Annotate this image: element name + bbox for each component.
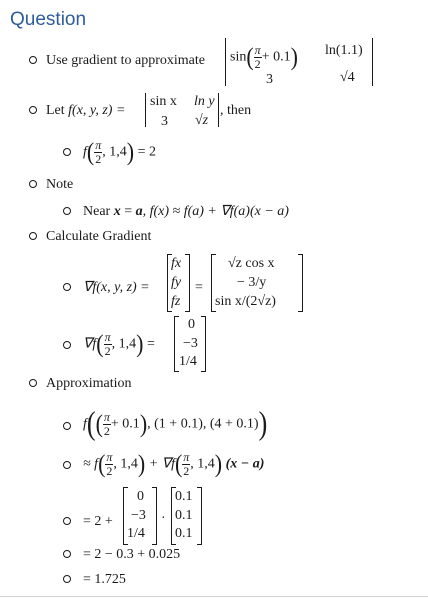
determinant-bar-right xyxy=(372,38,373,86)
grad2-v-2: 1/4 xyxy=(179,354,197,369)
q-matrix-sin: sin( $\frac{\pi}{2}$ + 0.1) xyxy=(230,42,298,71)
let-det-bar-left xyxy=(145,93,146,127)
bullet-icon xyxy=(29,379,37,387)
note-label: Note xyxy=(46,177,74,192)
ap3-dot: · xyxy=(161,511,166,526)
grad-v2-2: sin x/(2√z) xyxy=(215,294,276,309)
bullet-icon xyxy=(63,148,71,156)
let-text: Let f(x, y, z) = xyxy=(46,103,126,118)
ap3-v2-0: 0.1 xyxy=(175,489,193,504)
bracket-right xyxy=(298,254,303,312)
q-matrix-sqrt4: √4 xyxy=(340,70,355,85)
f-value-expr: f( $\frac{\pi}{2}$ , 1,4) = 2 xyxy=(83,137,156,166)
let-det-bar-right xyxy=(218,93,219,127)
bullet-icon xyxy=(29,232,37,240)
bullet-icon xyxy=(63,283,71,291)
q-matrix-3: 3 xyxy=(266,72,273,87)
approx-step-5: = 1.725 xyxy=(83,572,126,587)
paren-close: ) xyxy=(290,42,298,71)
approx-step-4: = 2 − 0.3 + 0.025 xyxy=(83,547,181,562)
grad-v2-1: − 3/y xyxy=(237,275,267,290)
let-m12: ln y xyxy=(194,94,215,109)
bullet-icon xyxy=(63,517,71,525)
bracket-right xyxy=(197,487,202,545)
let-m22: √z xyxy=(195,113,209,128)
let-then: , then xyxy=(220,103,252,118)
paren-open: ( xyxy=(246,42,254,71)
question-text: Use gradient to approximate xyxy=(46,53,206,68)
near-expr: Near x = a, f(x) ≈ f(a) + ∇f(a)(x − a) xyxy=(83,204,289,219)
q-matrix-ln: ln(1.1) xyxy=(325,43,363,58)
bullet-icon xyxy=(29,106,37,114)
bullet-icon xyxy=(63,550,71,558)
ap3-v2-1: 0.1 xyxy=(175,508,193,523)
ap3-v2-2: 0.1 xyxy=(175,526,193,541)
bullet-icon xyxy=(63,422,71,430)
calc-label: Calculate Gradient xyxy=(46,229,152,244)
bullet-icon xyxy=(63,575,71,583)
grad-v1-2: fz xyxy=(171,294,181,309)
ap3-v1-2: 1/4 xyxy=(127,526,145,541)
grad2-v-0: 0 xyxy=(188,317,195,332)
pi-over-two: $\frac{\pi}{2}$ xyxy=(254,43,261,71)
ap3-v1-0: 0 xyxy=(137,489,144,504)
determinant-bar-left xyxy=(225,38,226,86)
grad-eq: = xyxy=(195,280,203,295)
bottom-divider xyxy=(0,596,428,597)
grad2-expr: ∇f( $\frac{\pi}{2}$ , 1,4) = xyxy=(83,329,155,358)
let-m11: sin x xyxy=(150,94,177,109)
bullet-icon xyxy=(63,207,71,215)
grad2-v-1: −3 xyxy=(183,336,198,351)
bracket-right xyxy=(185,254,190,312)
let-m21: 3 xyxy=(161,114,168,129)
ap3-v1-1: −3 xyxy=(131,508,146,523)
approx-step-1: f(( $\frac{\pi}{2}$ + 0.1), (1 + 0.1), (4 + 0.1)) xyxy=(83,405,268,442)
approx-label: Approximation xyxy=(46,376,132,391)
approx-step-3-pre: = 2 + xyxy=(83,514,113,529)
bullet-icon xyxy=(63,341,71,349)
approx-step-2: ≈ f( $\frac{\pi}{2}$ , 1,4) + ∇f( $\frac{\pi}{2}$ , 1,4) (x − a) xyxy=(83,449,265,478)
bullet-icon xyxy=(29,180,37,188)
grad-v2-0: √z cos x xyxy=(228,256,275,271)
grad-v1-0: fx xyxy=(171,256,182,271)
bullet-icon xyxy=(29,56,37,64)
bracket-right xyxy=(152,487,157,545)
question-heading: Question xyxy=(10,9,87,30)
grad-v1-1: fy xyxy=(171,275,182,290)
bullet-icon xyxy=(63,461,71,469)
bracket-right xyxy=(201,316,206,372)
grad-lhs: ∇f(x, y, z) = xyxy=(83,280,150,295)
